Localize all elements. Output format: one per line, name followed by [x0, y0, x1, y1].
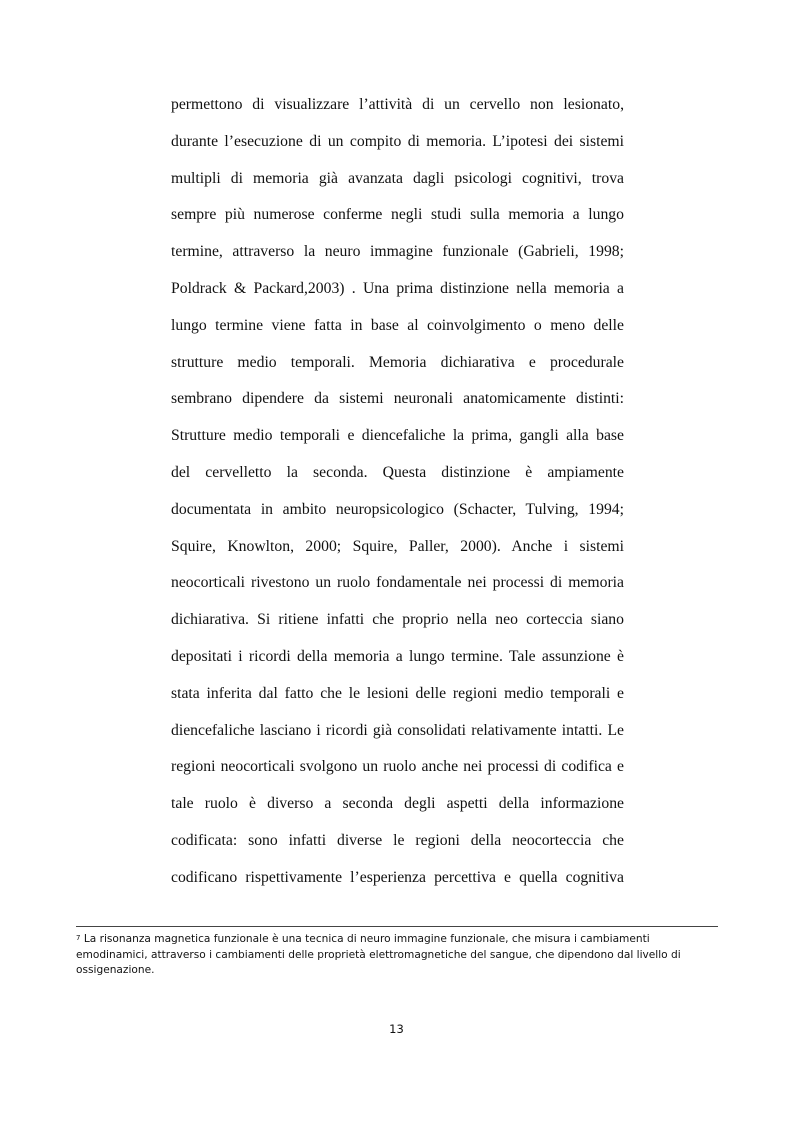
body-line: regioni neocorticali svolgono un ruolo anche nei processi di codifica e: [171, 758, 624, 776]
body-line: durante l’esecuzione di un compito di memoria. L’ipotesi dei sistemi: [171, 132, 624, 150]
page-number: 13: [389, 1022, 404, 1036]
body-line: neocorticali rivestono un ruolo fondamentale nei processi di memoria: [171, 574, 624, 592]
body-line: codificano rispettivamente l’esperienza percettiva e quella cognitiva: [171, 868, 624, 886]
footnote-separator: [76, 926, 718, 927]
footnote-marker: 7: [76, 934, 81, 942]
body-line: sembrano dipendere da sistemi neuronali anatomicamente distinti:: [171, 390, 624, 408]
body-line: codificata: sono infatti diverse le regioni della neocorteccia che: [171, 831, 624, 849]
body-line: termine, attraverso la neuro immagine funzionale (Gabrieli, 1998;: [171, 243, 624, 261]
body-line: Poldrack & Packard,2003) . Una prima distinzione nella memoria a: [171, 279, 624, 297]
body-line: del cervelletto la seconda. Questa distinzione è ampiamente: [171, 463, 624, 481]
body-line: strutture medio temporali. Memoria dichiarativa e procedurale: [171, 353, 624, 371]
body-line: documentata in ambito neuropsicologico (Schacter, Tulving, 1994;: [171, 500, 624, 518]
body-line: permettono di visualizzare l’attività di un cervello non lesionato,: [171, 96, 624, 113]
body-text: [171, 90, 624, 900]
body-line: stata inferita dal fatto che le lesioni delle regioni medio temporali e: [171, 684, 624, 702]
body-line: dichiarativa. Si ritiene infatti che proprio nella neo corteccia siano: [171, 611, 624, 629]
body-line: Squire, Knowlton, 2000; Squire, Paller, 2000). Anche i sistemi: [171, 537, 624, 555]
body-line: multipli di memoria già avanzata dagli psicologi cognitivi, trova: [171, 169, 624, 187]
footnote-text: La risonanza magnetica funzionale è una tecnica di neuro immagine funzionale, che misura i cambiamenti emodinamici, attraverso i cambiamenti delle proprietà elettromagnetiche del sangue, che dipendono dal livello di ossigenazione.: [76, 933, 681, 977]
body-line: diencefaliche lasciano i ricordi già consolidati relativamente intatti. Le: [171, 721, 624, 739]
body-line: depositati i ricordi della memoria a lungo termine. Tale assunzione è: [171, 647, 624, 665]
footnote: [76, 932, 716, 979]
body-line: sempre più numerose conferme negli studi sulla memoria a lungo: [171, 206, 624, 224]
body-line: Strutture medio temporali e diencefaliche la prima, gangli alla base: [171, 427, 624, 445]
body-line: lungo termine viene fatta in base al coinvolgimento o meno delle: [171, 316, 624, 334]
body-line: tale ruolo è diverso a seconda degli aspetti della informazione: [171, 795, 624, 813]
